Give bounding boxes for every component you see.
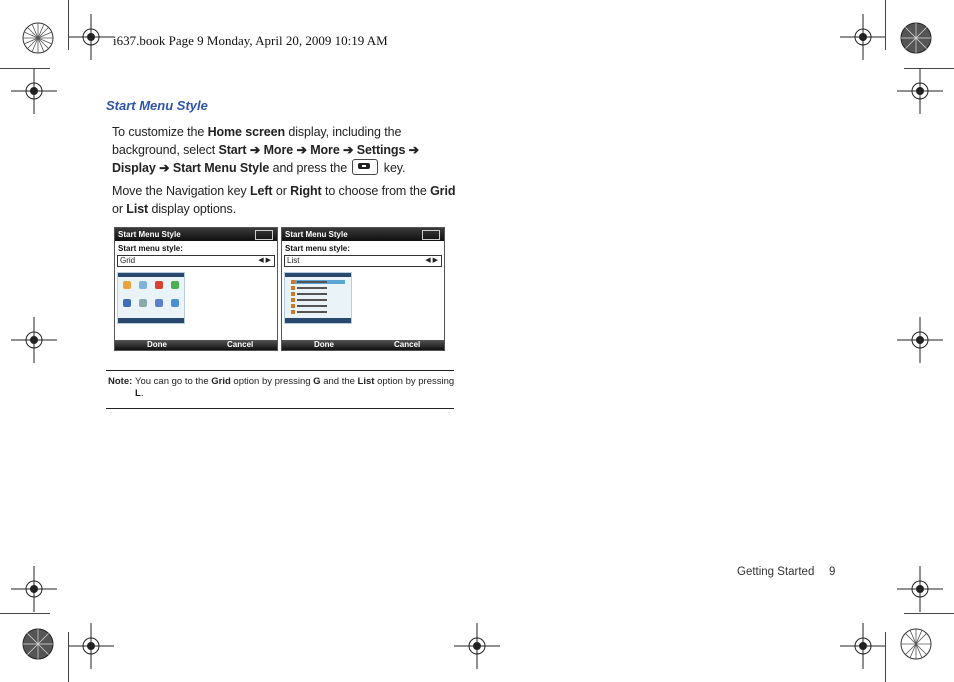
preview-softkey-bar xyxy=(118,318,184,323)
app-icon xyxy=(155,299,163,307)
crosshair-top-left-icon xyxy=(68,14,114,60)
section-title: Start Menu Style xyxy=(106,98,208,113)
list-item xyxy=(291,286,345,290)
preview-title-bar xyxy=(285,273,351,277)
list-item xyxy=(291,280,345,284)
list-item xyxy=(291,298,345,302)
app-icon xyxy=(123,299,131,307)
softkey-bar xyxy=(115,340,277,350)
trim-line xyxy=(904,68,954,69)
list-item xyxy=(291,304,345,308)
trim-line xyxy=(68,632,69,682)
crosshair-right-3-icon xyxy=(897,566,943,612)
footer-section-name: Getting Started xyxy=(737,566,815,578)
battery-icon xyxy=(255,230,273,240)
app-icon xyxy=(139,281,147,289)
crosshair-left-3-icon xyxy=(11,566,57,612)
cancel-softkey[interactable]: Cancel xyxy=(227,340,254,349)
screen-title-bar: Start Menu Style xyxy=(115,228,277,241)
app-icon xyxy=(155,281,163,289)
print-header: i637.book Page 9 Monday, April 20, 2009 10:19 AM xyxy=(113,33,388,48)
trim-line xyxy=(904,613,954,614)
app-icon xyxy=(171,299,179,307)
starburst-bottom-right-icon xyxy=(900,628,932,660)
crosshair-right-2-icon xyxy=(897,317,943,363)
note-text: You can go to the Grid option by pressing G and the List option by pressing L. xyxy=(135,376,455,399)
app-icon xyxy=(171,281,179,289)
softkey-bar xyxy=(282,340,444,350)
crosshair-left-1-icon xyxy=(11,68,57,114)
start-menu-style-select[interactable]: Grid ◀ ▶ xyxy=(117,255,275,267)
crosshair-bottom-center-icon xyxy=(454,623,500,669)
setting-label: Start menu style: xyxy=(118,244,183,253)
footer-page-number: 9 xyxy=(829,566,836,578)
phone-screen-grid xyxy=(114,227,278,351)
screen-title-bar: Start Menu Style xyxy=(282,228,444,241)
trim-line xyxy=(0,68,50,69)
note-top-rule xyxy=(106,370,454,371)
cancel-softkey[interactable]: Cancel xyxy=(394,340,421,349)
trim-line xyxy=(68,0,69,50)
crosshair-top-right-icon xyxy=(840,14,886,60)
trim-line xyxy=(0,613,50,614)
preview-softkey-bar xyxy=(285,318,351,323)
list-preview xyxy=(284,272,352,324)
app-icon xyxy=(123,281,131,289)
starburst-top-left-icon xyxy=(22,22,54,54)
battery-icon xyxy=(422,230,440,240)
navigation-paragraph: Move the Navigation key Left or Right to choose from the Grid or List display options. xyxy=(112,184,456,216)
start-menu-style-select[interactable]: List ◀ ▶ xyxy=(284,255,442,267)
list-item xyxy=(291,310,345,314)
crosshair-bottom-right-icon xyxy=(840,623,886,669)
crosshair-left-2-icon xyxy=(11,317,57,363)
setting-label: Start menu style: xyxy=(285,244,350,253)
trim-line xyxy=(885,0,886,50)
phone-screen-list xyxy=(281,227,445,351)
starburst-top-right-icon xyxy=(900,22,932,54)
trim-line xyxy=(885,632,886,682)
app-icon xyxy=(139,299,147,307)
left-right-arrows-icon: ◀ ▶ xyxy=(258,257,271,264)
list-item xyxy=(291,292,345,296)
crosshair-right-1-icon xyxy=(897,68,943,114)
note-bottom-rule xyxy=(106,408,454,409)
action-key-icon xyxy=(352,159,378,175)
done-softkey[interactable]: Done xyxy=(314,340,334,349)
grid-preview xyxy=(117,272,185,324)
left-right-arrows-icon: ◀ ▶ xyxy=(425,257,438,264)
instruction-paragraph: To customize the Home screen display, including the background, select Start ➔ More ➔ More ➔ Settings ➔ Display ➔ Start Menu Style and press the key. xyxy=(112,125,420,175)
note-label: Note: xyxy=(108,376,133,387)
preview-title-bar xyxy=(118,273,184,277)
crosshair-bottom-left-icon xyxy=(68,623,114,669)
starburst-bottom-left-icon xyxy=(22,628,54,660)
done-softkey[interactable]: Done xyxy=(147,340,167,349)
